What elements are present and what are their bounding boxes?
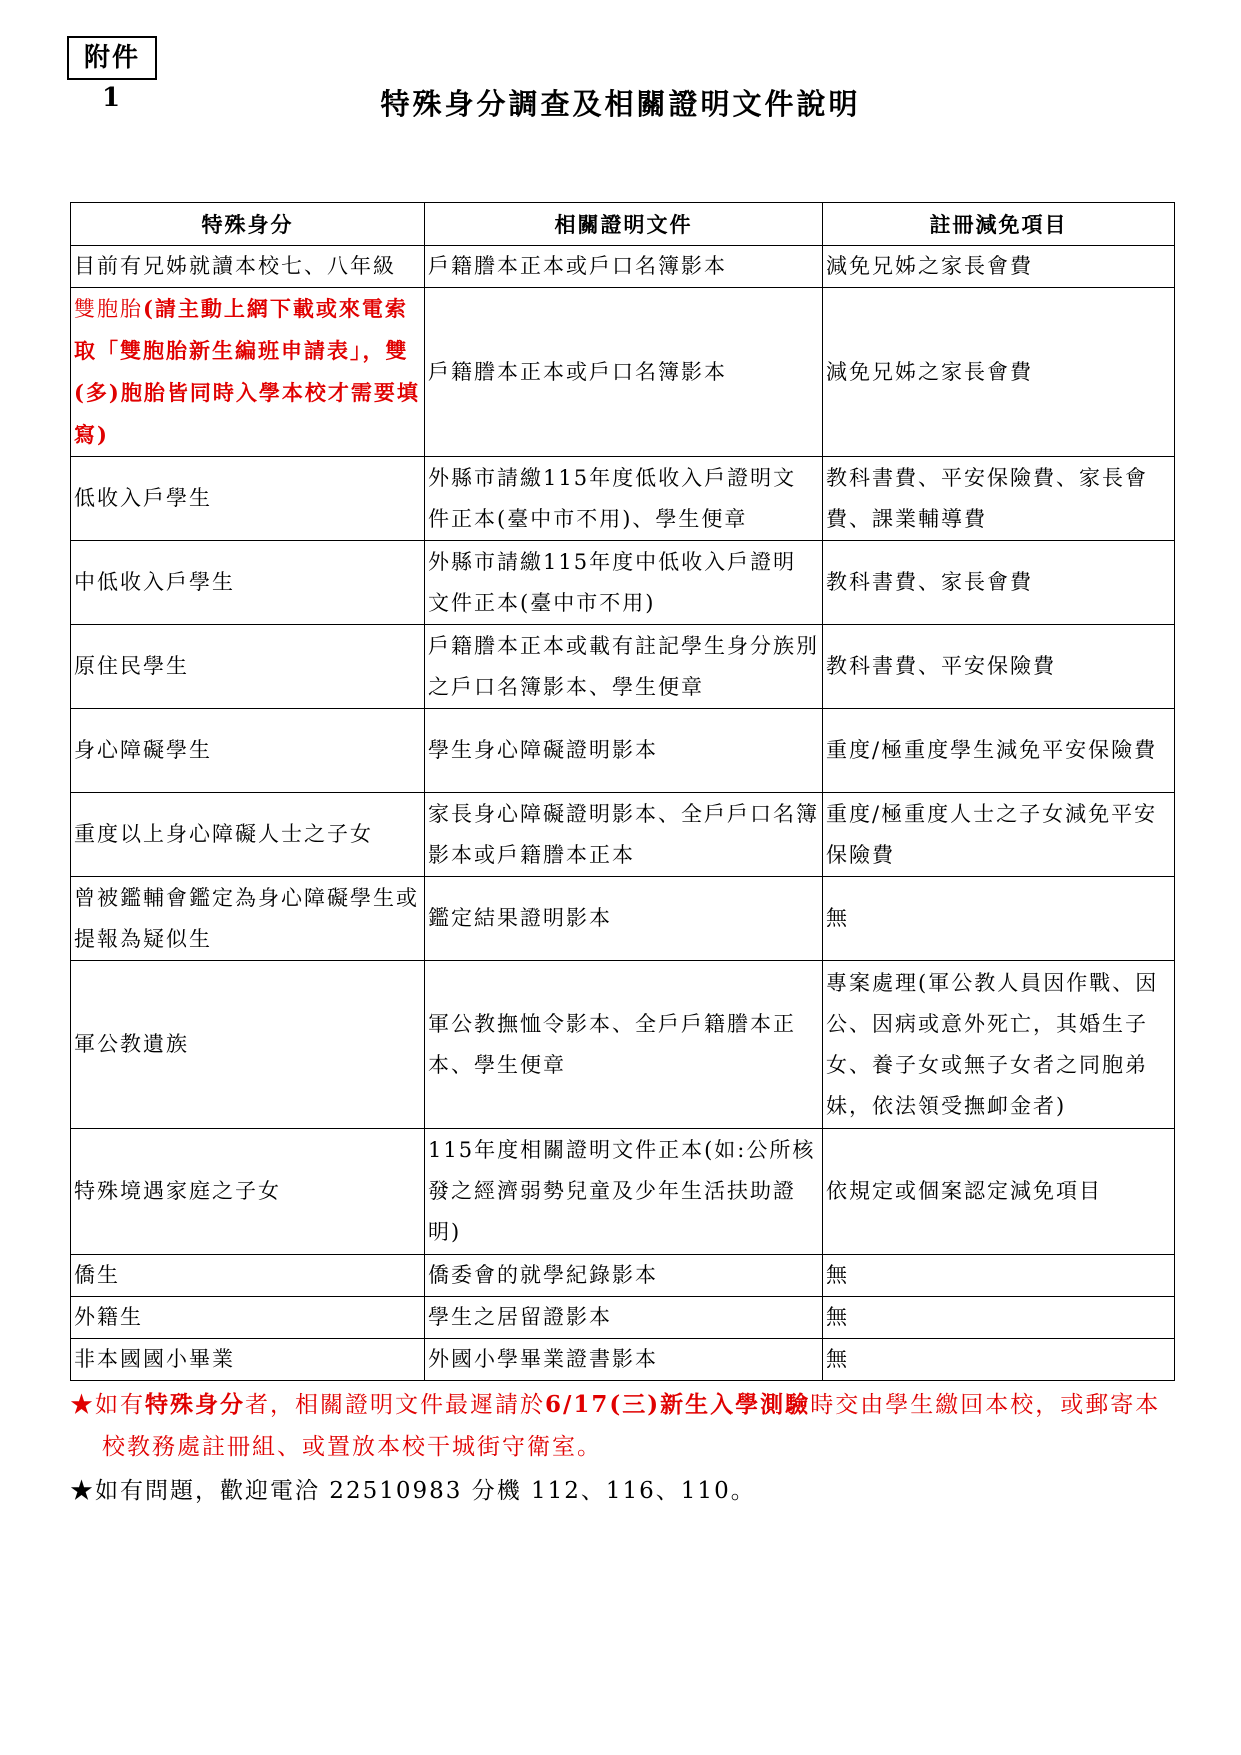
cell-identity: 非本國國小畢業	[71, 1339, 425, 1381]
cell-exemption: 教科書費、家長會費	[823, 541, 1175, 625]
note-emphasis: 特殊身分	[145, 1391, 245, 1418]
cell-documents: 外縣市請繳115年度低收入戶證明文件正本(臺中市不用)、學生便章	[425, 457, 823, 541]
cell-exemption: 專案處理(軍公教人員因作戰、因公、因病或意外死亡，其婚生子女、養子女或無子女者之同胞弟妹，依法領受撫卹金者)	[823, 961, 1175, 1129]
star-icon: ★	[70, 1392, 95, 1418]
table-header-row	[71, 203, 1175, 246]
note-text: 者，相關證明文件最遲請於	[245, 1392, 545, 1418]
cell-exemption: 重度/極重度學生減免平安保險費	[823, 709, 1175, 793]
table-row	[71, 1255, 1175, 1297]
cell-identity	[71, 288, 425, 457]
table-row	[71, 793, 1175, 877]
note-text: 如有	[95, 1392, 145, 1418]
cell-documents: 外縣市請繳115年度中低收入戶證明文件正本(臺中市不用)	[425, 541, 823, 625]
table-row	[71, 288, 1175, 457]
cell-documents: 戶籍謄本正本或戶口名簿影本	[425, 288, 823, 457]
cell-documents: 僑委會的就學紀錄影本	[425, 1255, 823, 1297]
cell-identity: 僑生	[71, 1255, 425, 1297]
identity-twins-note: (請主動上網下載或來電索取「雙胞胎新生編班申請表」，雙(多)胞胎皆同時入學本校才需要填寫)	[74, 296, 420, 447]
cell-identity: 中低收入戶學生	[71, 541, 425, 625]
cell-identity: 曾被鑑輔會鑑定為身心障礙學生或提報為疑似生	[71, 877, 425, 961]
cell-exemption: 教科書費、平安保險費、家長會費、課業輔導費	[823, 457, 1175, 541]
cell-identity: 重度以上身心障礙人士之子女	[71, 793, 425, 877]
cell-identity: 身心障礙學生	[71, 709, 425, 793]
cell-documents: 家長身心障礙證明影本、全戶戶口名簿影本或戶籍謄本正本	[425, 793, 823, 877]
table-row	[71, 1129, 1175, 1255]
cell-exemption: 重度/極重度人士之子女減免平安保險費	[823, 793, 1175, 877]
table-row	[71, 1297, 1175, 1339]
cell-identity: 外籍生	[71, 1297, 425, 1339]
cell-documents: 軍公教撫恤令影本、全戶戶籍謄本正本、學生便章	[425, 961, 823, 1129]
identity-table	[70, 202, 1175, 1381]
table-row	[71, 877, 1175, 961]
cell-documents: 戶籍謄本正本或戶口名簿影本	[425, 246, 823, 288]
cell-documents: 學生之居留證影本	[425, 1297, 823, 1339]
cell-exemption: 無	[823, 1297, 1175, 1339]
cell-documents: 外國小學畢業證書影本	[425, 1339, 823, 1381]
table-row	[71, 625, 1175, 709]
cell-documents: 115年度相關證明文件正本(如:公所核發之經濟弱勢兒童及少年生活扶助證明)	[425, 1129, 823, 1255]
cell-exemption: 無	[823, 1255, 1175, 1297]
page-title: 特殊身分調查及相關證明文件說明	[380, 87, 861, 121]
notes-section	[70, 1384, 1180, 1512]
note-text: 時交由學生繳回本校，或郵寄本校教務處註冊組、或置放本校干城街守衛室。	[102, 1392, 1161, 1460]
table-row	[71, 457, 1175, 541]
note-emphasis: 6/17(三)新生入學測驗	[545, 1391, 811, 1418]
table-row	[71, 709, 1175, 793]
cell-exemption: 教科書費、平安保險費	[823, 625, 1175, 709]
note-contact: ★如有問題，歡迎電洽 22510983 分機 112、116、110。	[70, 1478, 756, 1504]
cell-documents: 學生身心障礙證明影本	[425, 709, 823, 793]
table-row	[71, 1339, 1175, 1381]
cell-exemption: 依規定或個案認定減免項目	[823, 1129, 1175, 1255]
annex-label: 附件 1	[67, 36, 157, 80]
cell-exemption: 減免兄姊之家長會費	[823, 288, 1175, 457]
cell-identity: 原住民學生	[71, 625, 425, 709]
table-row	[71, 541, 1175, 625]
table-row	[71, 246, 1175, 288]
cell-identity: 目前有兄姊就讀本校七、八年級	[71, 246, 425, 288]
cell-identity: 特殊境遇家庭之子女	[71, 1129, 425, 1255]
cell-documents: 鑑定結果證明影本	[425, 877, 823, 961]
cell-exemption: 無	[823, 1339, 1175, 1381]
header-exemption: 註冊減免項目	[823, 203, 1175, 246]
cell-identity: 低收入戶學生	[71, 457, 425, 541]
cell-exemption: 減免兄姊之家長會費	[823, 246, 1175, 288]
cell-exemption: 無	[823, 877, 1175, 961]
table-row	[71, 961, 1175, 1129]
cell-identity: 軍公教遺族	[71, 961, 425, 1129]
identity-twins: 雙胞胎	[74, 297, 143, 321]
cell-documents: 戶籍謄本正本或載有註記學生身分族別之戶口名簿影本、學生便章	[425, 625, 823, 709]
note-submission	[70, 1384, 1180, 1468]
header-identity: 特殊身分	[71, 203, 425, 246]
header-documents: 相關證明文件	[425, 203, 823, 246]
